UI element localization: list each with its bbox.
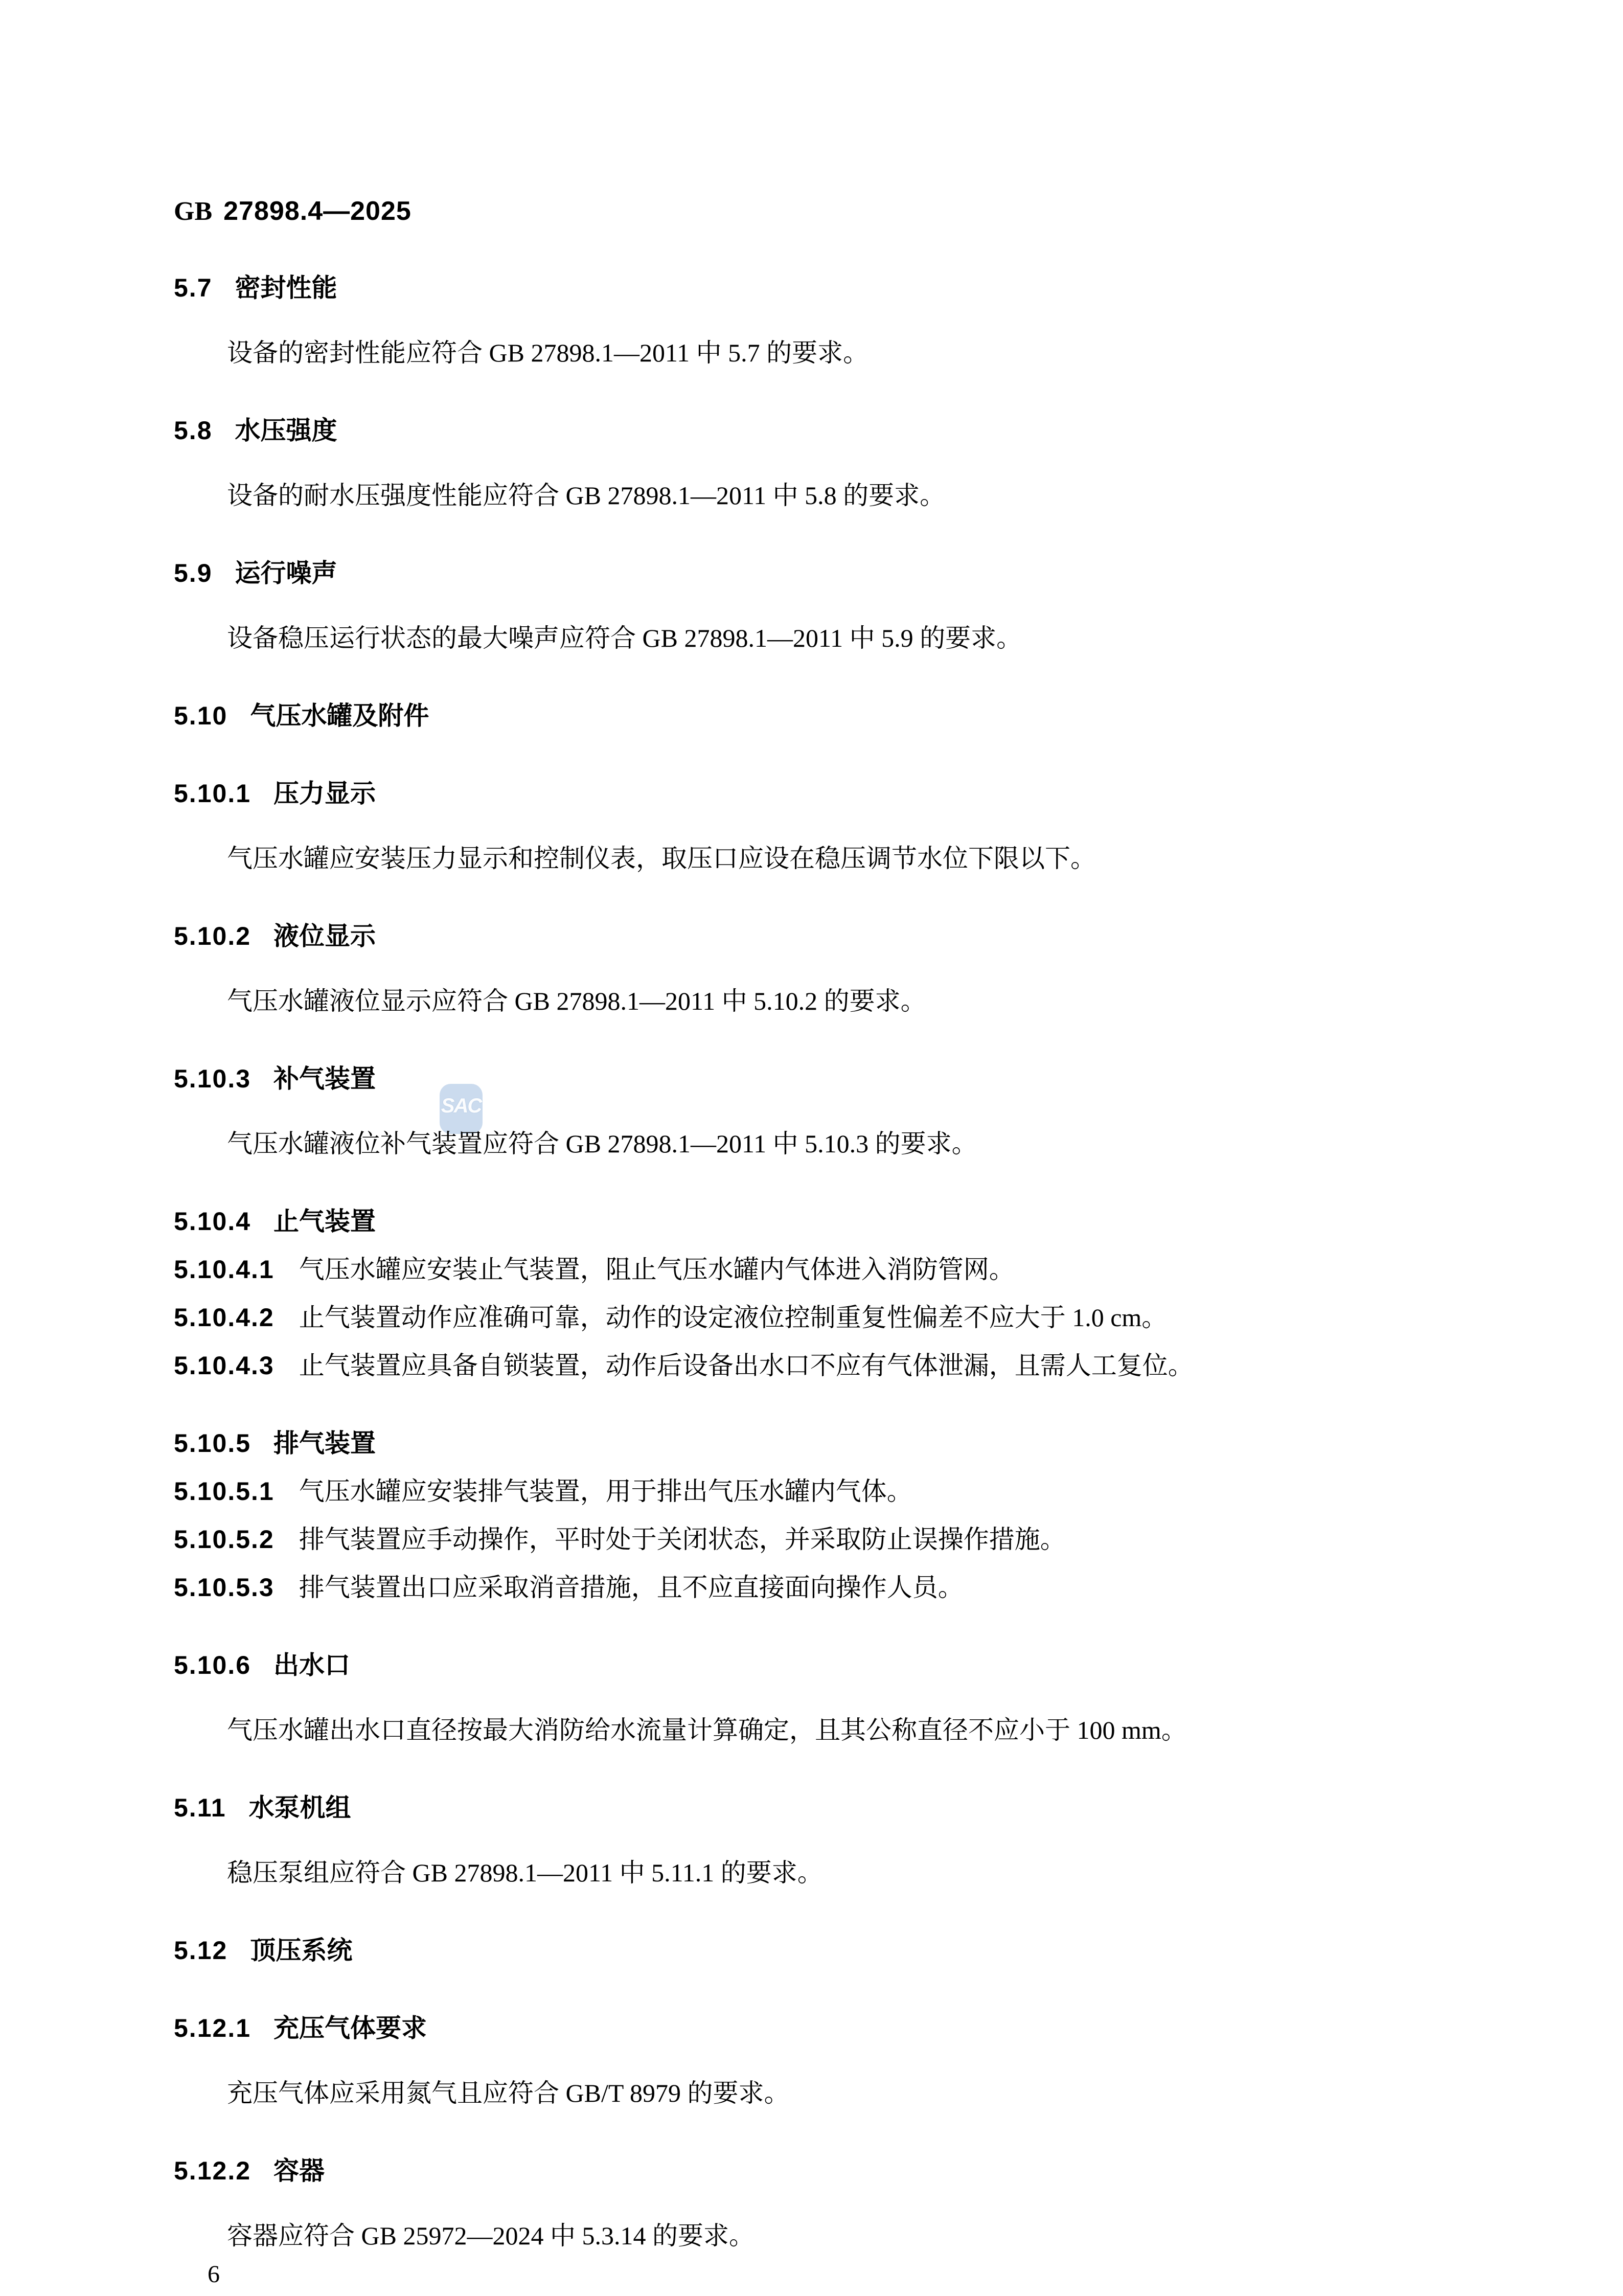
clause-number: 5.8 — [174, 416, 213, 445]
clause-number: 5.12 — [174, 1936, 228, 1965]
clause-number: 5.10.4.3 — [174, 1351, 275, 1380]
paragraph-text: 排气装置出口应采取消音措施，且不应直接面向操作人员。 — [299, 1573, 964, 1602]
paragraph-text: 稳压泵组应符合 GB 27898.1—2011 中 5.11.1 的要求。 — [227, 1858, 823, 1887]
paragraph — [174, 2077, 1470, 2109]
paragraph — [174, 1128, 1470, 1160]
clause-number: 5.10.4 — [174, 1207, 252, 1236]
clause-number: 5.10.1 — [174, 779, 252, 808]
clause-number: 5.12.1 — [174, 2014, 252, 2042]
clause-number: 5.10.5.2 — [174, 1525, 275, 1554]
paragraph — [174, 1857, 1470, 1889]
clause-heading-5.9 — [174, 557, 1470, 589]
numbered-paragraph-5.10.4.3 — [174, 1350, 1470, 1381]
clause-title: 气压水罐及附件 — [250, 701, 429, 730]
clause-heading-5.10.4 — [174, 1206, 1470, 1237]
clause-title: 压力显示 — [273, 779, 376, 808]
standard-code-number: 27898.4—2025 — [223, 196, 412, 226]
clause-number: 5.7 — [174, 274, 213, 302]
clause-title: 水压强度 — [235, 416, 337, 445]
clause-title: 出水口 — [273, 1651, 351, 1679]
clause-title: 补气装置 — [273, 1064, 376, 1093]
paragraph-text: 气压水罐液位补气装置应符合 GB 27898.1—2011 中 5.10.3 的要求。 — [227, 1129, 977, 1158]
clause-title: 顶压系统 — [250, 1936, 353, 1965]
clause-number: 5.9 — [174, 559, 213, 587]
numbered-paragraph-5.10.5.3 — [174, 1572, 1470, 1603]
paragraph-text: 气压水罐液位显示应符合 GB 27898.1—2011 中 5.10.2 的要求。 — [227, 987, 926, 1015]
paragraph-text: 气压水罐应安装止气装置，阻止气压水罐内气体进入消防管网。 — [299, 1255, 1015, 1284]
paragraph-text: 止气装置动作应准确可靠，动作的设定液位控制重复性偏差不应大于 1.0 cm。 — [299, 1303, 1168, 1332]
clause-heading-5.12.1 — [174, 2012, 1470, 2044]
clause-heading-5.10.6 — [174, 1649, 1470, 1681]
clause-heading-5.12 — [174, 1935, 1470, 1966]
sac-watermark-text: SAC — [441, 1094, 482, 1117]
paragraph-text: 气压水罐出水口直径按最大消防给水流量计算确定，且其公称直径不应小于 100 mm。 — [227, 1716, 1187, 1744]
page-number: 6 — [208, 2261, 220, 2288]
paragraph — [174, 985, 1470, 1017]
clause-number: 5.10 — [174, 701, 228, 730]
clause-heading-5.10.1 — [174, 778, 1470, 809]
running-head — [174, 197, 1470, 226]
paragraph — [174, 2220, 1470, 2252]
paragraph — [174, 622, 1470, 654]
clause-title: 容器 — [273, 2156, 325, 2185]
numbered-paragraph-5.10.4.1 — [174, 1254, 1470, 1285]
clause-number: 5.11 — [174, 1793, 226, 1822]
numbered-paragraph-5.10.4.2 — [174, 1302, 1470, 1333]
paragraph-text: 气压水罐应安装排气装置，用于排出气压水罐内气体。 — [299, 1477, 912, 1506]
clause-title: 运行噪声 — [235, 559, 337, 587]
clause-title: 排气装置 — [273, 1429, 376, 1458]
clause-heading-5.11 — [174, 1792, 1470, 1824]
clause-title: 止气装置 — [273, 1207, 376, 1236]
paragraph-text: 排气装置应手动操作，平时处于关闭状态，并采取防止误操作措施。 — [299, 1525, 1066, 1554]
clause-heading-5.12.2 — [174, 2155, 1470, 2187]
clause-heading-5.7 — [174, 272, 1470, 304]
paragraph-text: 设备的耐水压强度性能应符合 GB 27898.1—2011 中 5.8 的要求。 — [227, 481, 946, 510]
clause-title: 水泵机组 — [248, 1793, 351, 1822]
paragraph-text: 气压水罐应安装压力显示和控制仪表，取压口应设在稳压调节水位下限以下。 — [227, 844, 1096, 873]
clause-title: 充压气体要求 — [273, 2014, 427, 2042]
clause-number: 5.10.4.2 — [174, 1303, 275, 1332]
document-body — [174, 272, 1470, 2252]
clause-number: 5.10.3 — [174, 1064, 252, 1093]
clause-heading-5.10.3 — [174, 1063, 1470, 1095]
standard-code-prefix: GB — [174, 197, 213, 226]
clause-number: 5.10.4.1 — [174, 1255, 275, 1284]
paragraph-text: 设备稳压运行状态的最大噪声应符合 GB 27898.1—2011 中 5.9 的要求。 — [227, 624, 1022, 652]
clause-title: 液位显示 — [273, 922, 376, 950]
clause-number: 5.12.2 — [174, 2156, 252, 2185]
clause-heading-5.10 — [174, 700, 1470, 732]
clause-heading-5.10.5 — [174, 1427, 1470, 1459]
clause-number: 5.10.5.3 — [174, 1573, 275, 1602]
clause-number: 5.10.5.1 — [174, 1477, 275, 1506]
numbered-paragraph-5.10.5.1 — [174, 1475, 1470, 1507]
clause-number: 5.10.5 — [174, 1429, 252, 1458]
clause-title: 密封性能 — [235, 274, 337, 302]
paragraph-text: 容器应符合 GB 25972—2024 中 5.3.14 的要求。 — [227, 2221, 755, 2250]
numbered-paragraph-5.10.5.2 — [174, 1524, 1470, 1555]
clause-heading-5.10.2 — [174, 920, 1470, 952]
paragraph — [174, 480, 1470, 511]
clause-heading-5.8 — [174, 415, 1470, 446]
clause-number: 5.10.6 — [174, 1651, 252, 1679]
clause-number: 5.10.2 — [174, 922, 252, 950]
paragraph — [174, 843, 1470, 874]
paragraph — [174, 1714, 1470, 1746]
paragraph-text: 设备的密封性能应符合 GB 27898.1—2011 中 5.7 的要求。 — [227, 338, 869, 367]
paragraph-text: 止气装置应具备自锁装置，动作后设备出水口不应有气体泄漏，且需人工复位。 — [299, 1351, 1194, 1380]
paragraph-text: 充压气体应采用氮气且应符合 GB/T 8979 的要求。 — [227, 2079, 790, 2107]
paragraph — [174, 337, 1470, 369]
